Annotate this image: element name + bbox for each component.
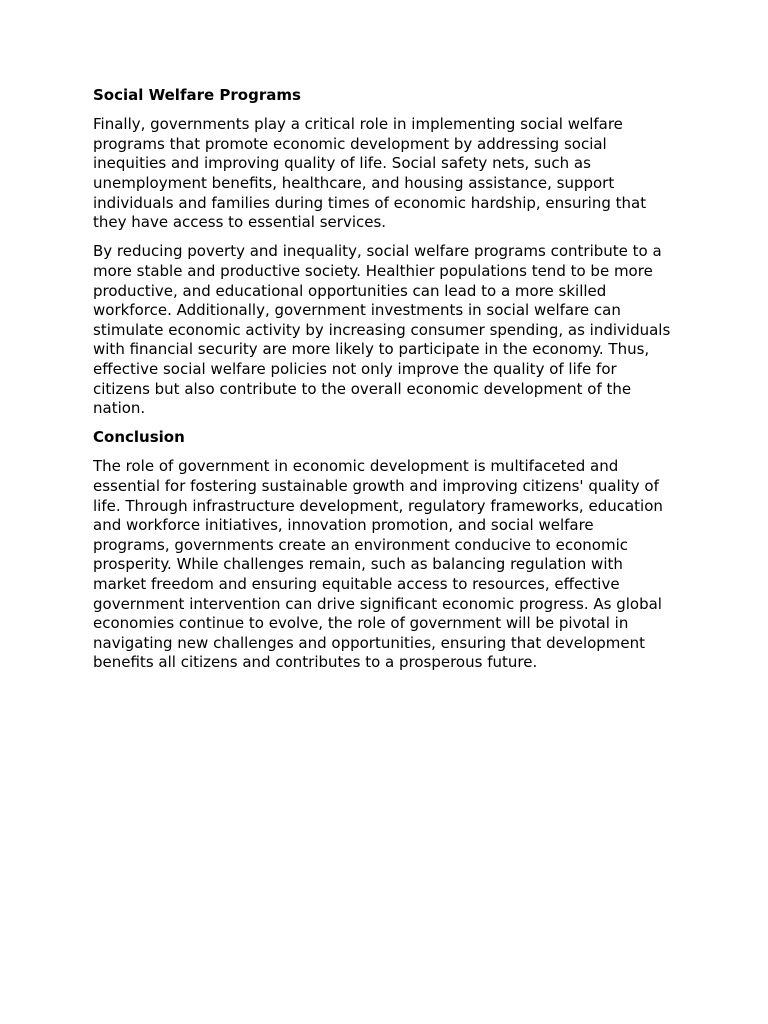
conclusion-paragraph: The role of government in economic development is multifaceted and essential for fostering sustainable growth and improving citizens' quality of life. Through infrastructure development, regulatory frameworks, education and workforce initiatives, innovation promotion, and social welfare programs, governments create an environment conducive to economic prosperity. While challenges remain, such as balancing regulation with market freedom and ensuring equitable access to resources, effective government intervention can drive significant economic progress. As global economies continue to evolve, the role of government will be pivotal in navigating new challenges and opportunities, ensuring that development benefits all citizens and contributes to a prosperous future. [93,457,663,672]
section-heading-social-welfare: Social Welfare Programs [93,86,301,104]
section-heading-conclusion: Conclusion [93,428,185,447]
social-welfare-paragraph-1: Finally, governments play a critical role in implementing social welfare programs that promote economic development by addressing social inequities and improving quality of life. Social safety nets, such as unemployment benefits, healthcare, and housing assistance, support individuals and families during times of economic hardship, ensuring that they have access to essential services. [93,115,647,232]
social-welfare-paragraph-2: By reducing poverty and inequality, social welfare programs contribute to a more stable and productive society. Healthier populations tend to be more productive, and educational opportunities can lead to a more skilled workforce. Additionally, government investments in social welfare can stimulate economic activity by increasing consumer spending, as individuals with financial security are more likely to participate in the economy. Thus, effective social welfare policies not only improve the quality of life for citizens but also contribute to the overall economic development of the nation. [93,242,671,418]
document-page [93,86,673,683]
